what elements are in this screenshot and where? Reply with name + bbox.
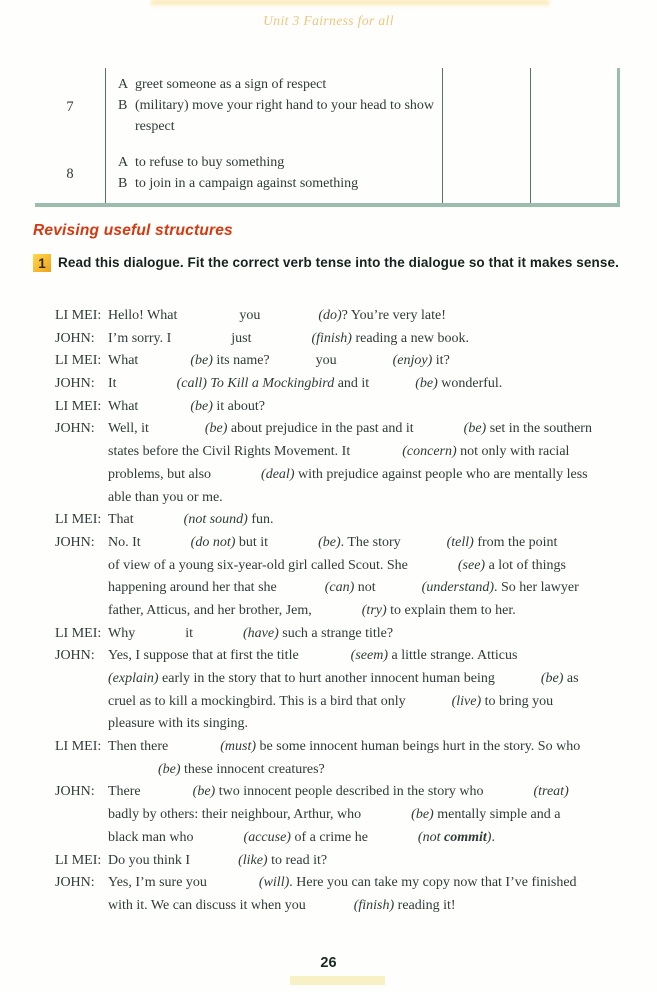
dialogue-text: a lot of things (485, 557, 566, 573)
dialogue-text: its name? (212, 353, 270, 369)
dialogue-line (55, 872, 645, 895)
verb-hint: (like) (238, 852, 268, 868)
dialogue-line (55, 895, 645, 918)
dialogue-text: No. It (108, 534, 141, 550)
dialogue-line (55, 850, 645, 873)
dialogue-text: . Here you can take my copy now that I’ve finished (289, 875, 577, 891)
table-row-number: 7 (66, 98, 74, 115)
verb-hint: (must) (220, 739, 257, 755)
dialogue-line (55, 532, 645, 555)
table-item (118, 74, 436, 95)
dialogue-line (55, 555, 645, 578)
item-text: to join in a campaign against something (135, 176, 359, 191)
dialogue-text: It (108, 376, 117, 392)
item-text: greet someone as a sign of respect (135, 77, 327, 92)
dialogue-line (55, 396, 645, 419)
verb-hint: (be) (158, 761, 181, 777)
verb-hint: (call) (176, 376, 207, 392)
dialogue-line (55, 759, 645, 782)
speaker-label: JOHN: (55, 534, 95, 550)
verb-hint: (be) (192, 784, 216, 800)
verb-hint: (seem) (350, 648, 388, 664)
verb-hint: (have) (243, 625, 279, 641)
dialogue-text: . So her lawyer (494, 580, 579, 596)
dialogue-text: Why (108, 625, 136, 641)
item-label: A (118, 155, 129, 170)
table-row-number: 8 (66, 166, 74, 182)
verb-hint: (be) (540, 671, 564, 686)
dialogue-text: Do you think I (108, 852, 191, 868)
verb-hint: (can) (324, 580, 355, 596)
dialogue-text: not only with racial (456, 444, 570, 460)
dialogue-text: able than you or me. (108, 489, 223, 505)
verb-hint: (see) (457, 557, 486, 573)
dialogue-text: set in the southern (486, 421, 592, 437)
dialogue-text: not (354, 580, 376, 596)
verb-hint: (be) (411, 807, 434, 823)
dialogue-text: it (185, 625, 193, 641)
table-item (118, 95, 436, 137)
dialogue-text: and it (334, 376, 370, 392)
verb-hint: (be) (463, 421, 487, 437)
verb-hint: (do) (318, 308, 342, 323)
verb-hint: (live) (451, 693, 482, 709)
dialogue-text: to read it? (267, 852, 328, 868)
dialogue-line (55, 305, 645, 328)
book-title: To Kill a Mockingbird (206, 376, 335, 392)
dialogue-text: ? You’re very late! (341, 308, 446, 323)
table-item (118, 152, 436, 173)
dialogue-text: a little strange. Atticus (387, 648, 518, 664)
dialogue-text: reading a new book. (351, 330, 469, 346)
verb-hint: (be) (190, 398, 213, 414)
verb-hint-bold: commit (443, 829, 487, 845)
dialogue-text: pleasure with its singing. (108, 716, 248, 732)
speaker-label: JOHN: (55, 421, 95, 437)
dialogue-text: be some innocent human beings hurt in the story. So who (256, 739, 581, 755)
dialogue-text: Yes, I’m sure you (108, 875, 207, 891)
item-label: B (118, 176, 128, 191)
dialogue-line (55, 713, 645, 736)
answer-cell-2 (530, 146, 617, 203)
verb-hint: ) (486, 829, 492, 845)
item-text: (military) move your right hand to your head to show respect (135, 98, 434, 134)
verb-hint: (be) (318, 534, 341, 550)
dialogue-text: Hello! What (108, 308, 178, 323)
dialogue-text: with prejudice against people who are mentally less (294, 466, 588, 482)
dialogue-line (55, 736, 645, 759)
item-label: A (118, 77, 129, 92)
exercise-header (33, 252, 625, 274)
footer-decoration (290, 976, 385, 985)
dialogue-line (55, 827, 645, 850)
verb-hint: (be) (190, 353, 213, 369)
dialogue-text: just (231, 330, 252, 346)
dialogue-text: from the point (473, 534, 558, 550)
dialogue-text: Yes, I suppose that at first the title (108, 648, 299, 664)
table-item (118, 173, 436, 194)
exercise-table (35, 68, 620, 207)
answer-cell-2 (530, 68, 617, 146)
dialogue-text: . The story (340, 534, 401, 550)
dialogue-line (55, 487, 645, 510)
speaker-label: LI MEI: (55, 739, 102, 755)
dialogue-line (55, 418, 645, 441)
speaker-label: JOHN: (55, 376, 95, 392)
dialogue-text: . (491, 829, 495, 845)
verb-hint: (try) (361, 602, 387, 618)
dialogue-line (55, 464, 645, 487)
dialogue-text: What (108, 398, 139, 414)
speaker-label: JOHN: (55, 330, 95, 346)
dialogue-text: That (108, 512, 134, 528)
dialogue-text: states before the Civil Rights Movement. It (108, 444, 351, 460)
dialogue-text: What (108, 353, 139, 369)
exercise-number-badge: 1 (33, 254, 51, 272)
verb-hint: (will) (258, 875, 290, 891)
verb-hint: (not (417, 829, 444, 845)
speaker-label: LI MEI: (55, 852, 102, 868)
dialogue-text: such a strange title? (278, 625, 394, 641)
verb-hint: (tell) (446, 534, 474, 550)
speaker-label: LI MEI: (55, 625, 102, 641)
speaker-label: JOHN: (55, 648, 95, 664)
dialogue-text: to bring you (481, 693, 554, 709)
dialogue-text: but it (235, 534, 269, 550)
dialogue-text: of view of a young six-year-old girl called Scout. She (108, 557, 408, 573)
speaker-label: LI MEI: (55, 353, 102, 369)
verb-hint: (deal) (261, 466, 295, 482)
speaker-label: JOHN: (55, 875, 95, 891)
verb-hint: (finish) (311, 330, 352, 346)
section-heading: Revising useful structures (33, 222, 233, 239)
dialogue-line (55, 623, 645, 646)
dialogue-line (55, 328, 645, 351)
verb-hint: (understand) (421, 580, 494, 596)
dialogue-text: with it. We can discuss it when you (108, 897, 306, 913)
dialogue-text: father, Atticus, and her brother, Jem, (108, 602, 312, 618)
verb-hint: (concern) (402, 444, 457, 460)
dialogue-text: mentally simple and a (433, 807, 561, 823)
item-text: to refuse to buy something (135, 155, 285, 170)
verb-hint: (be) (204, 421, 228, 437)
dialogue-text: wonderful. (437, 376, 503, 392)
dialogue-text: Then there (108, 739, 169, 755)
dialogue-text: about prejudice in the past and it (227, 421, 414, 437)
dialogue-text: it about? (212, 398, 265, 414)
dialogue-line (55, 600, 645, 623)
dialogue-text: to explain them to her. (386, 602, 516, 618)
dialogue-text: badly by others: their neighbour, Arthur, who (108, 807, 362, 823)
verb-hint: (accuse) (243, 829, 291, 845)
dialogue-line (55, 645, 645, 668)
speaker-label: LI MEI: (55, 398, 102, 414)
dialogue-text: you (315, 353, 337, 369)
dialogue-line (55, 577, 645, 600)
dialogue-text: early in the story that to hurt another innocent human being (158, 671, 495, 686)
dialogue-text: of a crime he (290, 829, 368, 845)
dialogue-text: reading it! (394, 897, 456, 913)
dialogue-line (55, 373, 645, 396)
dialogue (55, 305, 645, 918)
table-cell-items (105, 68, 442, 146)
dialogue-line (55, 509, 645, 532)
dialogue-text: black man who (108, 829, 194, 845)
verb-hint: (explain) (108, 671, 159, 686)
dialogue-line (55, 781, 645, 804)
speaker-label: JOHN: (55, 784, 95, 800)
table-cell-items (105, 146, 442, 203)
verb-hint: (treat) (533, 784, 569, 800)
dialogue-line (55, 668, 645, 691)
dialogue-text: two innocent people described in the story who (215, 784, 484, 800)
verb-hint: (do not) (190, 534, 236, 550)
dialogue-text: cruel as to kill a mockingbird. This is a bird that only (108, 693, 406, 709)
exercise-instruction: Read this dialogue. Fit the correct verb tense into the dialogue so that it makes sense. (58, 255, 619, 270)
verb-hint: (enjoy) (392, 353, 433, 369)
dialogue-text: it? (432, 353, 450, 369)
dialogue-text: There (108, 784, 141, 800)
dialogue-text: problems, but also (108, 466, 212, 482)
answer-cell-1 (442, 146, 530, 203)
answer-cell-1 (442, 68, 530, 146)
speaker-label: LI MEI: (55, 512, 102, 528)
dialogue-text: I’m sorry. I (108, 330, 172, 346)
verb-hint: (be) (415, 376, 438, 392)
verb-hint: (not sound) (183, 512, 248, 528)
speaker-label: LI MEI: (55, 308, 102, 323)
dialogue-text: you (239, 308, 261, 323)
dialogue-text: happening around her that she (108, 580, 277, 596)
dialogue-text: Well, it (108, 421, 149, 437)
page-number: 26 (320, 955, 337, 971)
dialogue-line (55, 441, 645, 464)
dialogue-line (55, 691, 645, 714)
dialogue-text: fun. (247, 512, 274, 528)
dialogue-line (55, 350, 645, 373)
unit-header: Unit 3 Fairness for all (263, 13, 394, 28)
dialogue-text: these innocent creatures? (180, 761, 325, 777)
dialogue-line (55, 804, 645, 827)
verb-hint: (finish) (353, 897, 395, 913)
top-banner-decoration (150, 0, 550, 8)
item-label: B (118, 98, 128, 113)
dialogue-text: as (563, 671, 579, 686)
